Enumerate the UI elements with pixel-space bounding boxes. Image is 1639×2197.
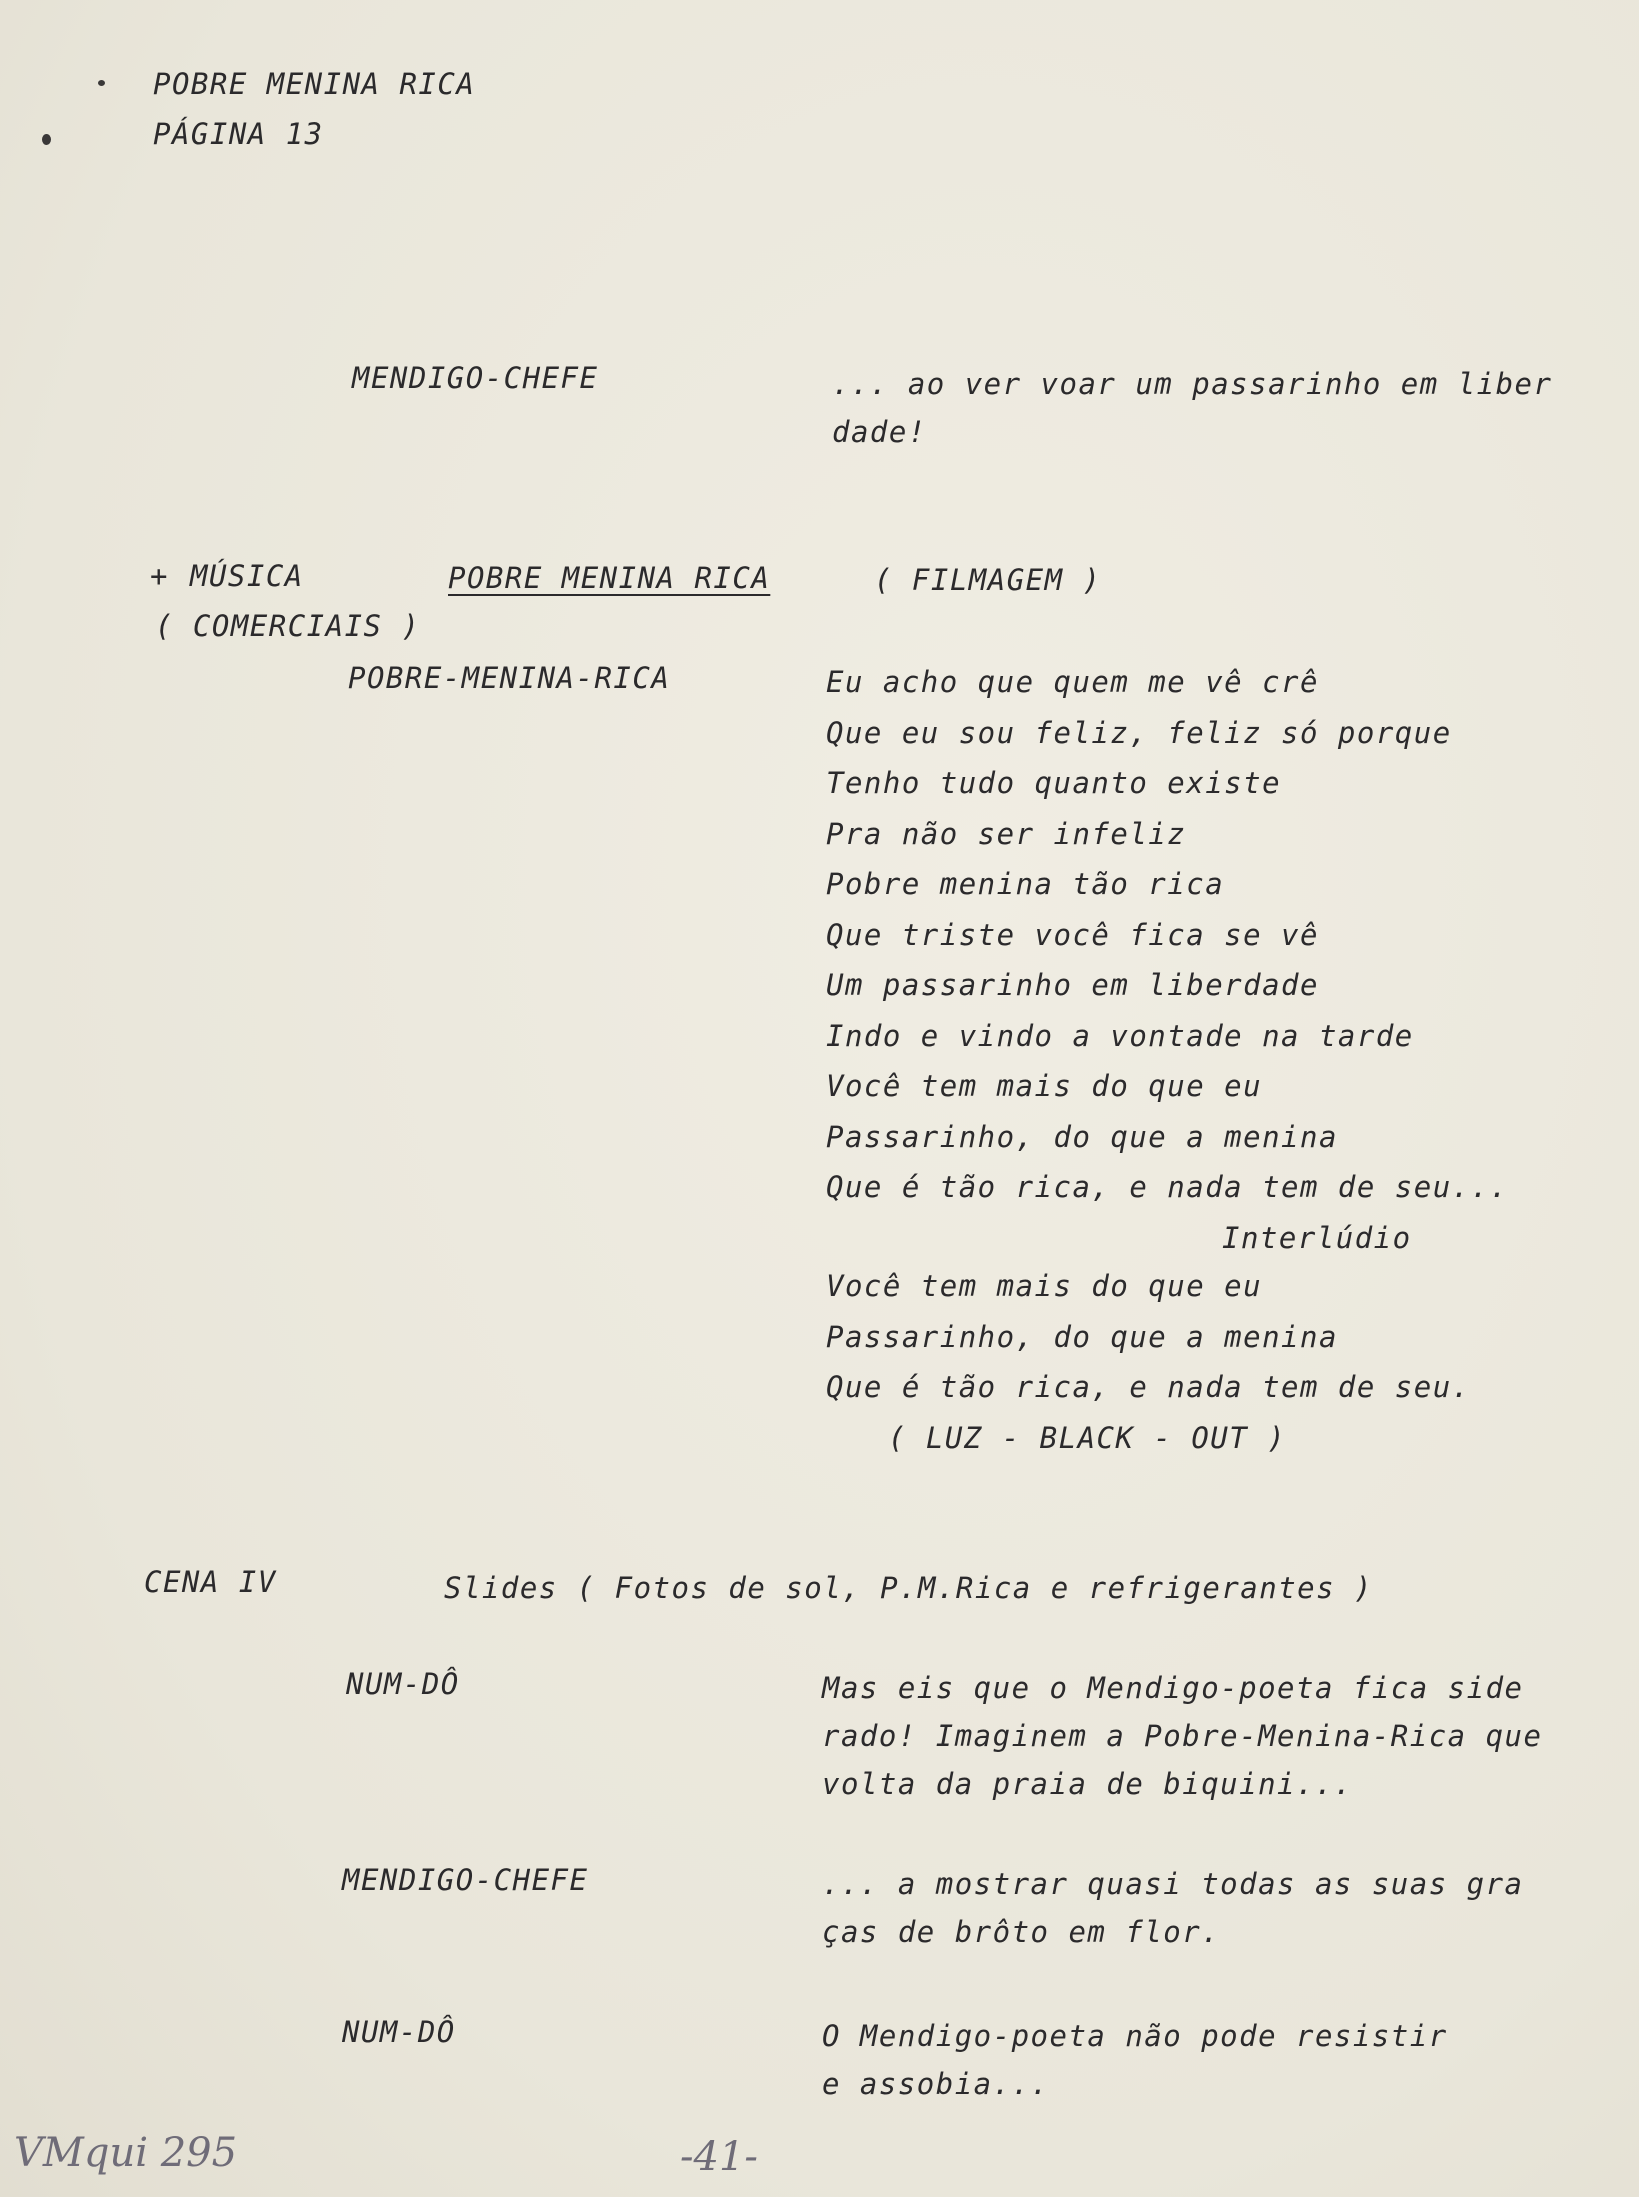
scene-description: Slides ( Fotos de sol, P.M.Rica e refrigerantes ) — [444, 1571, 1374, 1605]
dialogue-line: e assobia... — [822, 2067, 1050, 2101]
speaker-mendigo-chefe: MENDIGO-CHEFE — [352, 361, 599, 395]
dialogue-line: ças de brôto em flor. — [822, 1915, 1221, 1949]
dialogue-line: volta da praia de biquini... — [822, 1767, 1353, 1801]
ink-dot — [42, 134, 51, 145]
lyric-line: Que eu sou feliz, feliz só porque — [826, 715, 1452, 750]
light-cue: ( LUZ - BLACK - OUT ) — [888, 1421, 1287, 1455]
scene-label: CENA IV — [144, 1565, 277, 1599]
ink-dot — [98, 80, 105, 86]
lyric-line: Você tem mais do que eu — [826, 1069, 1263, 1103]
header-page: PÁGINA 13 — [153, 117, 324, 151]
speaker-label: MENDIGO-CHEFE — [342, 1863, 589, 1897]
music-marker: + — [150, 559, 169, 593]
lyric-line: Passarinho, do que a menina — [826, 1319, 1338, 1354]
lyric-line: Tenho tudo quanto existe — [826, 766, 1282, 800]
speaker-label: NUM-DÔ — [346, 1667, 460, 1701]
dialogue-line: O Mendigo-poeta não pode resistir — [822, 2019, 1448, 2053]
lyric-line: Pra não ser infeliz — [826, 816, 1187, 851]
lyric-line: Passarinho, do que a menina — [826, 1119, 1338, 1154]
filming-cue: ( FILMAGEM ) — [874, 563, 1102, 597]
dialogue-line: Mas eis que o Mendigo-poeta fica side — [822, 1671, 1524, 1705]
lyric-line: Que é tão rica, e nada tem de seu. — [826, 1370, 1471, 1404]
lyric-line: Que triste você fica se vê — [826, 917, 1319, 952]
dialogue-line: dade! — [832, 415, 927, 449]
commercials-label: ( COMERCIAIS ) — [155, 609, 421, 643]
lyric-line: Que é tão rica, e nada tem de seu... — [826, 1170, 1509, 1204]
dialogue-line: ... ao ver voar um passarinho em liber — [832, 367, 1553, 401]
singer-label: POBRE-MENINA-RICA — [348, 661, 671, 695]
lyric-line: Pobre menina tão rica — [826, 867, 1225, 901]
song-title: POBRE MENINA RICA — [448, 561, 771, 595]
lyric-line: Um passarinho em liberdade — [826, 968, 1319, 1002]
music-label: MÚSICA — [190, 559, 304, 593]
handwritten-reference: VMqui 295 — [14, 2130, 238, 2176]
page-number: -41- — [680, 2134, 758, 2180]
dialogue-line: rado! Imaginem a Pobre-Menina-Rica que — [822, 1719, 1543, 1753]
lyric-line: Eu acho que quem me vê crê — [826, 665, 1319, 699]
lyric-line: Você tem mais do que eu — [826, 1269, 1263, 1303]
interlude-label: Interlúdio — [1222, 1221, 1412, 1255]
header-title: POBRE MENINA RICA — [153, 67, 476, 101]
dialogue-line: ... a mostrar quasi todas as suas gra — [822, 1867, 1524, 1901]
lyric-line: Indo e vindo a vontade na tarde — [826, 1018, 1414, 1053]
speaker-label: NUM-DÔ — [342, 2015, 456, 2049]
